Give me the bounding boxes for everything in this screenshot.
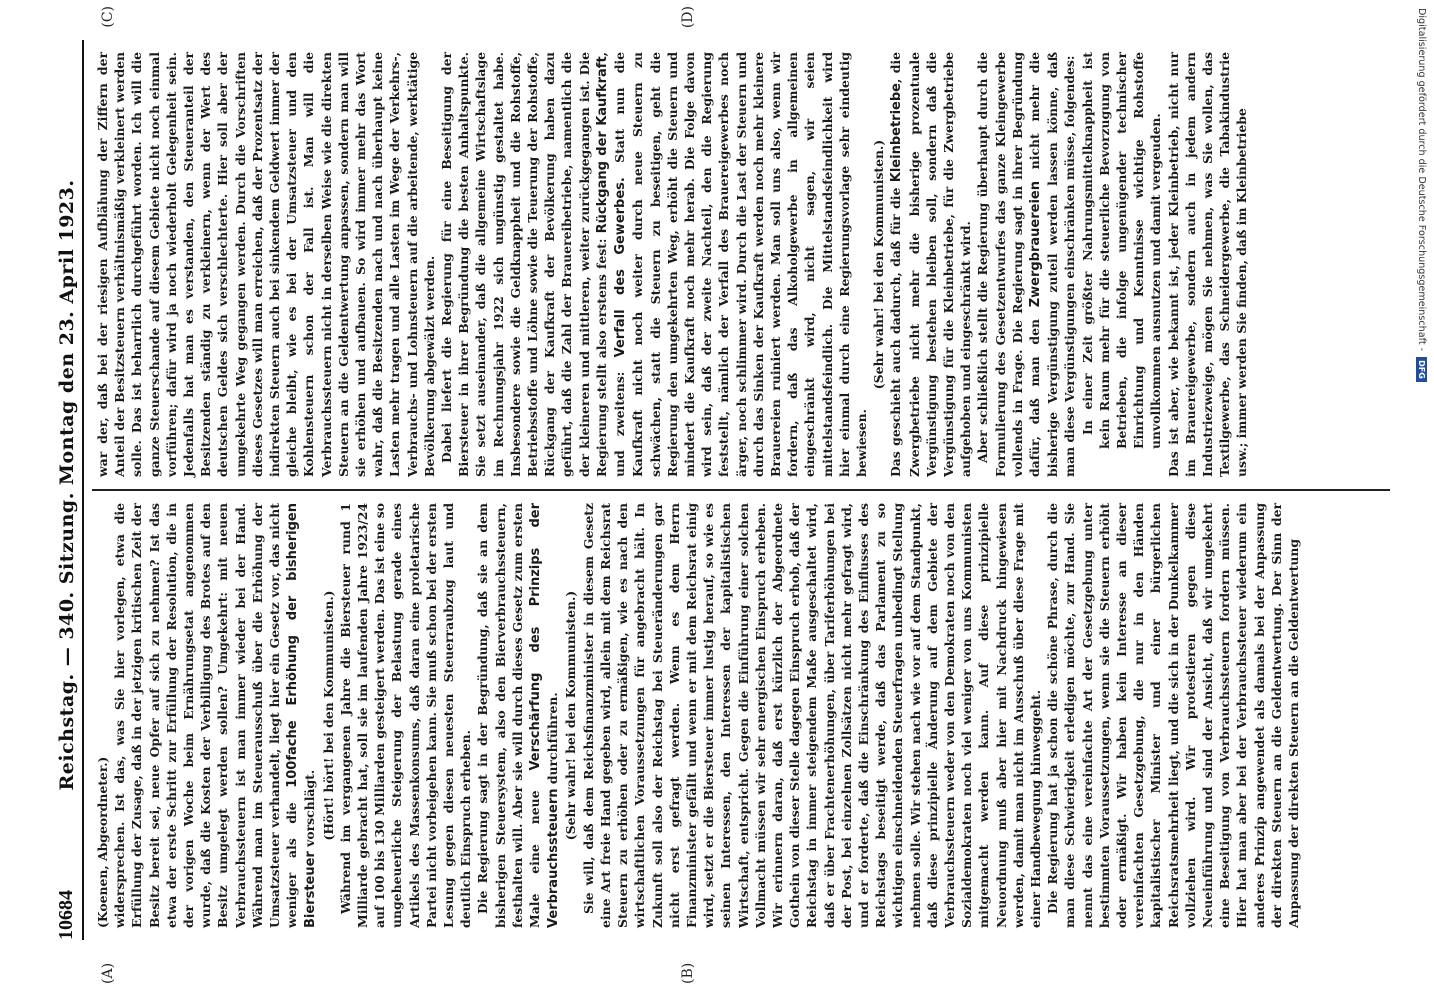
paragraph: Aber schließlich stellt die Regierung überhaupt durch die Formulierung des Gesetzentwurfes das ganze Kleingewerbe vollends in Frage. Die Regierung sagt in ihrer Begründung dafür, daß man den Zwergbrauereien nicht mehr die bisherige Vergünstigung zuteil werden lassen könne, daß man diese Vergünstigungen einschränken müsse, folgendes:: [975, 52, 1078, 477]
paragraph: Das geschieht auch dadurch, daß für die Kleinbetriebe, die Zwergbetriebe nicht mehr die bisherige prozentuale Vergünstigung bestehen bleiben soll, sondern daß die Vergünstigung für die Kleinbetriebe, für die Zwergbetriebe aufgehoben und eingeschränkt wird.: [888, 52, 974, 477]
page-number: 10684: [55, 890, 77, 940]
interjection: (Hört! hört! bei den Kommunisten.): [320, 590, 336, 841]
right-column: [88, 40, 1390, 489]
dfg-logo-icon: DFG: [1417, 357, 1428, 382]
speaker-label: (Koenen, Abgeordneter.): [95, 756, 110, 928]
text-columns: [88, 40, 1390, 940]
block-quote: In einer Zeit größter Nahrungsmittelknappheit ist kein Raum mehr für die steuerliche Bevorzugung von Betrieben, die infolge ungenügender technischer Einrichtung und Kenntnisse wichtige Rohstoffe unvollkommen ausnutzen und damit vergeuden.: [1079, 52, 1164, 449]
page-header: [48, 40, 78, 940]
document-page: [30, 0, 1410, 1000]
paragraph: widersprechen. Ist das, was Sie hier vorlegen, etwa die Erfüllung der Zusage, daß in der jetzigen kritischen Zeit der Besitz bereit sei, neue Opfer auf sich zu nehmen? Ist das etwa der erste Schritt zur Erfüllung der Resolution, die in der vorigen Woche beim Ernährungsetat angenommen wurde, daß die Kosten der Verbilligung des Brotes auf den Besitz umgelegt werden sollen? Umgekehrt: mit neuen Verbrauchssteuern ist man immer wieder bei der Hand. Während man im Steuerausschuß über die Erhöhung der Umsatzsteuer verhandelt, liegt hier ein Gesetz vor, das nicht weniger als die 100fache Erhöhung der bisherigen Biersteuer vorschlägt.: [112, 503, 319, 928]
digitization-credit: [1417, 8, 1431, 992]
paragraph: Dabei liefert die Regierung für eine Beseitigung der Biersteuer in ihrer Begründung die besten Anhaltspunkte. Sie setzt auseinander, daß die allgemeine Wirtschaftslage im Rechnungsjahr 1922 sich ungünstig gestaltet habe. Insbesondere sowie die Geldknappheit und die Rohstoffe, Betriebsstoffe und Löhne sowie die Teuerung der Rohstoffe, Rückgang der Kaufkraft der Bevölkerung haben dazu geführt, daß die Zahl der Brauereibetriebe, namentlich die der kleineren und mittleren, weiter zurückgegangen ist. Die Regierung stellt also erstens fest: Rückgang der Kaufkraft, und zweitens: Verfall des Gewerbes. Statt nun die Kaufkraft nicht noch weiter durch neue Steuern zu schwächen, statt die Steuern zu beseitigen, geht die Regierung den umgekehrten Weg, erhöht die Steuern und mindert die Kaufkraft noch mehr herab. Die Folge davon wird sein, daß der zweite Nachteil, den die Regierung feststellt, nämlich der Verfall des Brauereigewerbes noch ärger, noch schlimmer wird. Durch die Last der Steuern und durch das Sinken der Kaufkraft werden noch mehr kleinere Brauereien ruiniert werden. Man soll uns also, wenn wir fordern, daß das Alkoholgewerbe in allgemeinen eingeschränkt wird, nicht sagen, wir seien mittelstandsfeindlich. Die Mittelstandsfeindlichkeit wird hier einmal durch eine Regierungsvorlage sehr eindeutig bewiesen.: [439, 52, 869, 477]
interjection: (Sehr wahr! bei den Kommunisten.): [871, 139, 887, 390]
margin-letter-d: (D): [680, 6, 696, 29]
margin-letter-a: (A): [100, 962, 116, 984]
header-rule: [82, 40, 84, 940]
paragraph: Sie will, daß dem Reichsfinanzminister in diesem Gesetz eine Art freie Hand gegeben wird, allein mit dem Reichsrat Steuern zu erhöhen oder zu ermäßigen, wie es nach den wirtschaftlichen Voraussetzungen für angebracht hält. In Zukunft soll also der Reichstag bei Steueränderungen gar nicht erst gefragt werden. Wenn es dem Herrn Finanzminister gefällt und wenn er mit dem Reichsrat einig wird, setzt er die Biersteuer immer lustig herauf, so wie es seinen Interessen, den Interessen der kapitalistischen Wirtschaft, entspricht. Gegen die Einführung einer solchen Vollmacht müssen wir sehr energischen Einspruch erheben. Wir erinnern daran, daß erst kürzlich der Abgeordnete Gothein von dieser Stelle dagegen Einspruch erhob, daß der Reichstag in immer steigendem Maße ausgeschaltet wird, daß er über Frachtenerhöhungen, über Tariferhöhungen bei der Post, bei einzelnen Zollsätzen nicht mehr gefragt wird, und er forderte, daß die Einschränkung des Einflusses des Reichstags beseitigt werde, daß das Parlament zu so wichtigen einschneidenden Steuerfragen unbedingt Stellung nehmen solle. Wir stehen nach wie vor auf dem Standpunkt, daß diese prinzipielle Änderung auf dem Gebiete der Verbrauchssteuern weder von den Demokraten noch von den Sozialdemokraten noch viel weniger von uns Kommunisten mitgemacht werden kann. Auf diese prinzipielle Neuordnung muß aber hier mit Nachdruck hingewiesen werden, damit man nicht im Ausschuß über diese Frage mit einer Handbewegung hinweggeht.: [580, 503, 1043, 928]
left-column: [88, 491, 1390, 940]
paragraph: Während im vergangenen Jahre die Biersteuer rund 1 Milliarde gebracht hat, soll sie im laufenden Jahre 1923/24 auf 100 bis 130 Milliarden gesteigert werden. Das ist eine so ungeheuerliche Steigerung der Belastung gerade eines Artikels des Massenkonsums, daß daran eine proletarische Partei nicht vorbeigehen kann. Sie muß schon bei der ersten Lesung gegen diesen neuesten Steuerraubzug laut und deutlich Einspruch erheben.: [337, 503, 474, 928]
margin-letter-b: (B): [680, 962, 696, 984]
paragraph: war der, daß bei der riesigen Aufblähung der Ziffern der Anteil der Besitzsteuern verhältnismäßig verkleinert werden solle. Das ist beharrlich durchgeführt worden. Ich will die ganze Steuerschande auf diesem Gebiete nicht noch einmal vorführen; dafür wird ja noch wiederholt Gelegenheit sein. Jedenfalls hat man es verstanden, den Steueranteil der Besitzenden ständig zu verkleinern, wenn der Wert des deutschen Geldes sich verschlechterte. Hier soll aber der umgekehrte Weg gegangen werden. Durch die Vorschriften dieses Gesetzes will man erreichen, daß der Prozentsatz der indirekten Steuern auch bei sinkendem Geldwert immer der gleiche bleibt, wie es bei der Umsatzsteuer und den Kohlensteuern schon der Fall ist. Man will die Verbrauchssteuern nicht in derselben Weise wie die direkten Steuern an die Geldentwertung anpassen, sondern man will sie erhöhen und aufbauen. So wird immer mehr das Wort wahr, daß die Besitzenden nach und nach überhaupt keine Lasten mehr tragen und alle Lasten im Wege der Verkehrs-, Verbrauchs- und Lohnsteuern auf die arbeitende, werktätige Bevölkerung abgewälzt werden.: [95, 52, 437, 477]
page-running-title: Reichstag. — 340. Sitzung. Montag den 23. April 1923.: [56, 179, 78, 791]
paragraph: Die Regierung hat ja schon die schöne Phrase, durch die man diese Schwierigkeit erledigen möchte, zur Hand. Sie nennt das eine vereinfachte Art der Gesetzgebung unter bestimmten Voraussetzungen, wenn sie die Steuern erhöht oder ermäßigt. Wir haben kein Interesse an dieser vereinfachten Gesetzgebung, die nur in den Händen kapitalistischer Minister und einer bürgerlichen Reichsratsmehrheit liegt, und die sich in der Dunkelkammer vollziehen wird. Wir protestieren gegen diese Neueinführung und sind der Ansicht, daß wir umgekehrt eine Beseitigung von Verbrauchssteuern fordern müssen. Hier hat man aber bei der Verbrauchssteuer wiederum ein anderes Prinzip angewendet als damals bei der Anpassung der direkten Steuern an die Geldentwertung. Der Sinn der Anpassung der direkten Steuern an die Geldentwertung: [1045, 503, 1302, 928]
margin-letter-c: (C): [100, 6, 116, 28]
paragraph: Das ist aber, wie bekannt ist, jeder Kleinbetrieb, nicht nur im Brauereigewerbe, sondern auch in jedem andern Industriezweige, mögen Sie nehmen, was Sie wollen, das Textilgewerbe, das Schneidergewerbe, die Tabakindustrie usw.; immer werden Sie finden, daß im Kleinbetriebe: [1165, 52, 1250, 477]
interjection: (Sehr wahr! bei den Kommunisten.): [563, 590, 579, 841]
paragraph: Die Regierung sagt in der Begründung, daß sie an dem bisherigen Steuersystem, also den Bierverbrauchssteuern, festhalten will. Aber sie will durch dieses Gesetz zum ersten Male eine neue Verschärfung des Prinzips der Verbrauchssteuern durchführen.: [475, 503, 562, 928]
column-divider: [92, 489, 1390, 491]
credit-text: Digitalisierung gefördert durch die Deutsche Forschungsgemeinschaft -: [1416, 8, 1428, 352]
